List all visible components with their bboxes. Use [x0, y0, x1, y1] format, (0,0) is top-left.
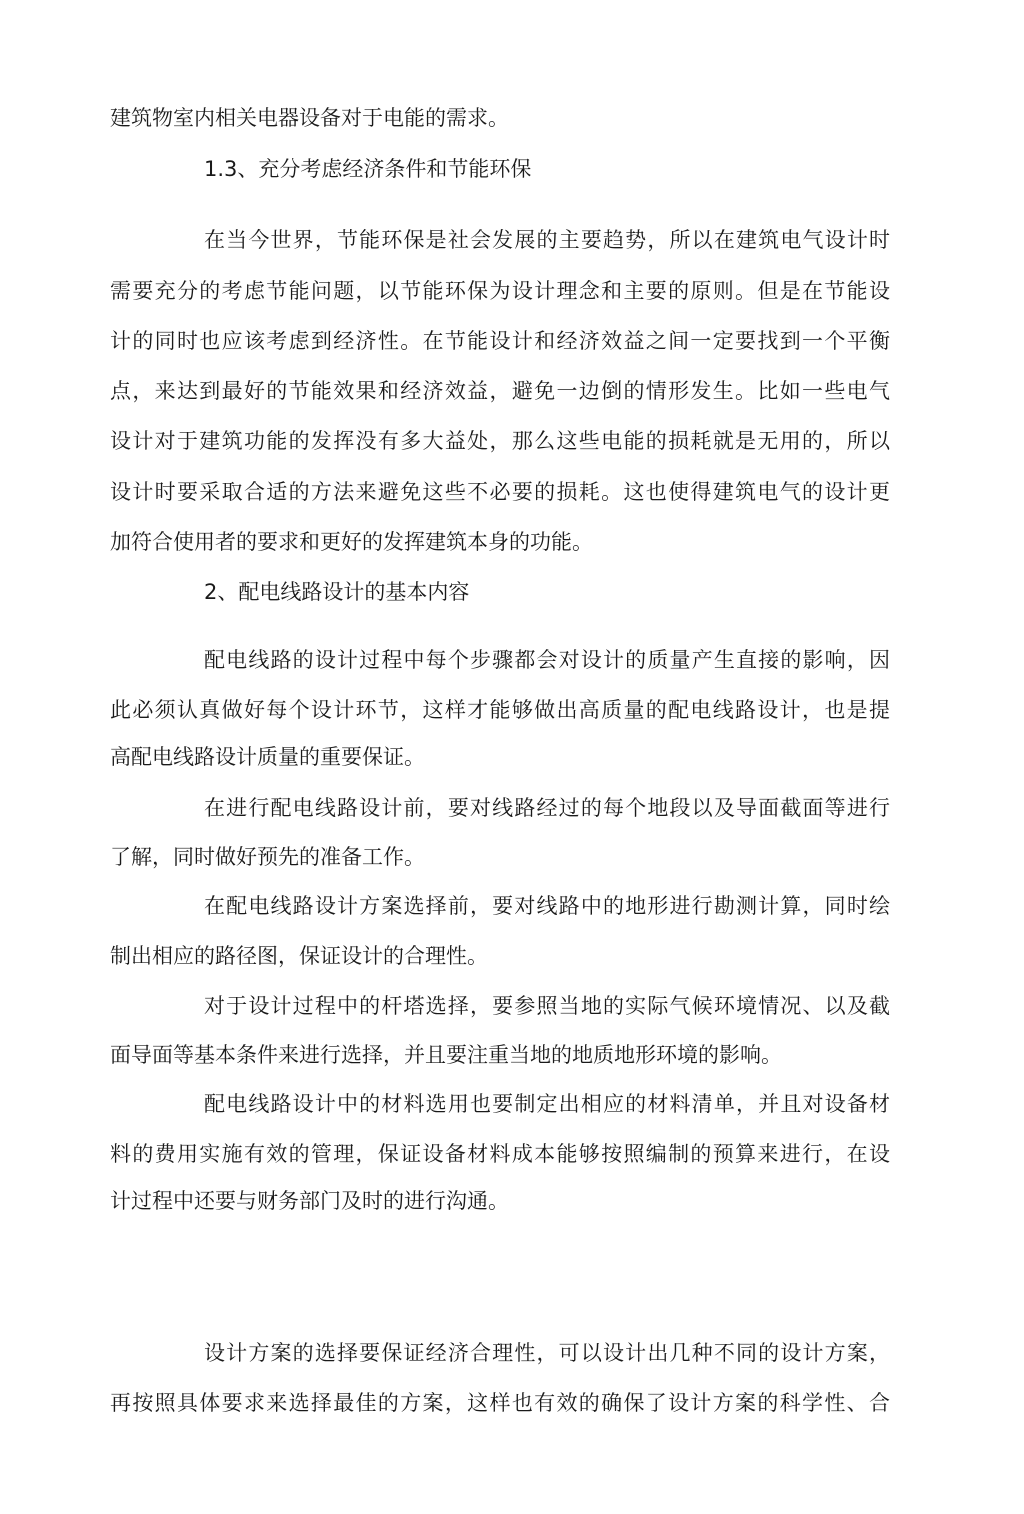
paragraph-line: 配电线路设计中的材料选用也要制定出相应的材料清单，并且对设备材	[204, 1092, 890, 1116]
paragraph-line: 在配电线路设计方案选择前，要对线路中的地形进行勘测计算，同时绘	[204, 894, 890, 918]
paragraph-line: 再按照具体要求来选择最佳的方案，这样也有效的确保了设计方案的科学性、合	[110, 1391, 890, 1415]
paragraph-line: 计过程中还要与财务部门及时的进行沟通。	[110, 1189, 509, 1213]
paragraph-line: 设计时要采取合适的方法来避免这些不必要的损耗。这也使得建筑电气的设计更	[110, 480, 890, 504]
paragraph-line: 加符合使用者的要求和更好的发挥建筑本身的功能。	[110, 530, 593, 554]
paragraph-line: 设计对于建筑功能的发挥没有多大益处，那么这些电能的损耗就是无用的，所以	[110, 429, 890, 453]
paragraph-line: 点，来达到最好的节能效果和经济效益，避免一边倒的情形发生。比如一些电气	[110, 379, 890, 403]
paragraph-line: 制出相应的路径图，保证设计的合理性。	[110, 944, 488, 968]
paragraph-line: 在当今世界，节能环保是社会发展的主要趋势，所以在建筑电气设计时	[204, 228, 890, 252]
paragraph-line: 建筑物室内相关电器设备对于电能的需求。	[110, 106, 509, 130]
paragraph-line: 了解，同时做好预先的准备工作。	[110, 845, 425, 869]
paragraph-line: 面导面等基本条件来进行选择，并且要注重当地的地质地形环境的影响。	[110, 1043, 782, 1067]
section-heading: 2、配电线路设计的基本内容	[204, 580, 470, 604]
paragraph-line: 在进行配电线路设计前，要对线路经过的每个地段以及导面截面等进行	[204, 796, 890, 820]
paragraph-line: 此必须认真做好每个设计环节，这样才能够做出高质量的配电线路设计，也是提	[110, 698, 890, 722]
section-heading: 1.3、充分考虑经济条件和节能环保	[204, 157, 532, 181]
paragraph-line: 高配电线路设计质量的重要保证。	[110, 745, 425, 769]
paragraph-line: 设计方案的选择要保证经济合理性，可以设计出几种不同的设计方案，	[204, 1341, 890, 1365]
paragraph-line: 计的同时也应该考虑到经济性。在节能设计和经济效益之间一定要找到一个平衡	[110, 329, 890, 353]
paragraph-line: 需要充分的考虑节能问题，以节能环保为设计理念和主要的原则。但是在节能设	[110, 279, 890, 303]
paragraph-line: 料的费用实施有效的管理，保证设备材料成本能够按照编制的预算来进行，在设	[110, 1142, 890, 1166]
paragraph-line: 配电线路的设计过程中每个步骤都会对设计的质量产生直接的影响，因	[204, 648, 890, 672]
paragraph-line: 对于设计过程中的杆塔选择，要参照当地的实际气候环境情况、以及截	[204, 994, 890, 1018]
